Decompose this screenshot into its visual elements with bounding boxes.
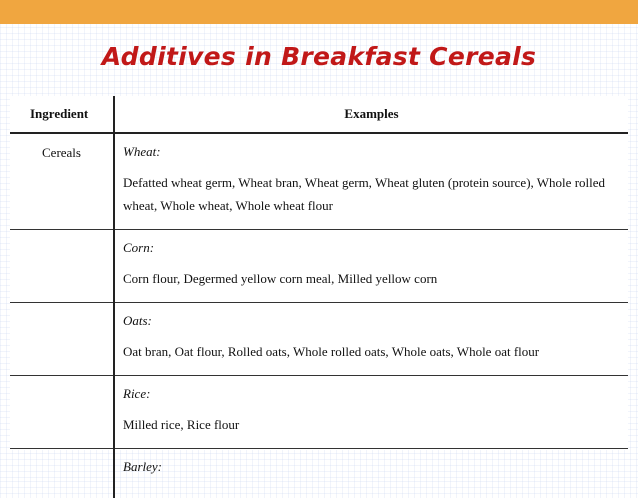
additives-table (10, 96, 628, 498)
grain-label-wheat: Wheat: (123, 144, 620, 160)
grain-label-rice: Rice: (123, 386, 620, 402)
examples-cell (114, 303, 628, 376)
table-row-rice (10, 376, 628, 449)
ingredient-cell (10, 230, 114, 303)
grain-items-rice: Milled rice, Rice flour (123, 413, 620, 436)
examples-cell (114, 230, 628, 303)
grain-items-oats: Oat bran, Oat flour, Rolled oats, Whole rolled oats, Whole oats, Whole oat flour (123, 340, 620, 363)
ingredient-cell (10, 376, 114, 449)
grain-items-wheat: Defatted wheat germ, Wheat bran, Wheat germ, Wheat gluten (protein source), Whole rolled wheat, Whole wheat, Whole wheat flour (123, 171, 620, 217)
ingredient-cell: Cereals (10, 133, 114, 230)
table-row-barley (10, 449, 628, 498)
grain-label-corn: Corn: (123, 240, 620, 256)
examples-cell (114, 376, 628, 449)
grain-items-corn: Corn flour, Degermed yellow corn meal, Milled yellow corn (123, 267, 620, 290)
header-ingredient: Ingredient (10, 96, 114, 133)
examples-cell (114, 133, 628, 230)
header-examples: Examples (114, 96, 628, 133)
cereal-additives-table-image (10, 96, 628, 450)
ingredient-cell (10, 449, 114, 498)
ingredient-cell (10, 303, 114, 376)
table-header-row (10, 96, 628, 133)
top-accent-bar (0, 0, 638, 24)
table-row-oats (10, 303, 628, 376)
grain-label-barley: Barley: (123, 459, 620, 475)
table-row-wheat (10, 133, 628, 230)
grain-label-oats: Oats: (123, 313, 620, 329)
examples-cell (114, 449, 628, 498)
table-row-corn (10, 230, 628, 303)
slide-title: Additives in Breakfast Cereals (0, 42, 638, 71)
